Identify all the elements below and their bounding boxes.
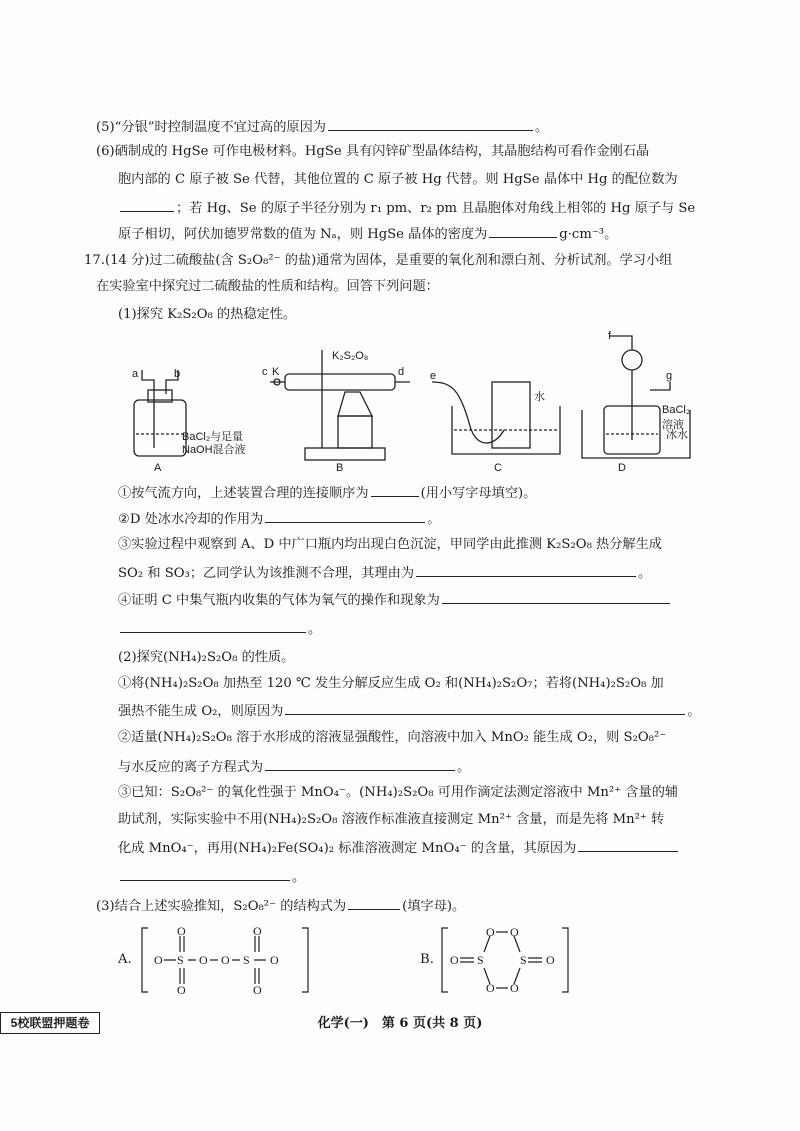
label-k2s2o8: K₂S₂O₈: [332, 350, 369, 362]
lamp: [338, 416, 372, 448]
atom-o: O: [177, 983, 186, 996]
funnel-d: [622, 350, 642, 370]
structure-b: [440, 924, 570, 996]
burner-flame: [338, 392, 372, 416]
caption-d: D: [618, 462, 626, 474]
atom-o: O: [510, 981, 519, 995]
tube-b: [285, 374, 395, 390]
atom-o: O: [199, 953, 208, 967]
atom-o: O: [154, 953, 163, 967]
q16-part6-line2: 胞内部的 C 原子被 Se 代替，其他位置的 C 原子被 Hg 代替。则 HgSe 晶体中 Hg 的配位数为: [118, 172, 678, 187]
q17-part2-q1-line1: ①将(NH₄)₂S₂O₈ 加热至 120 ℃ 发生分解反应生成 O₂ 和(NH₄)₂S₂O₇；若将(NH₄)₂S₂O₈ 加: [118, 676, 664, 691]
q17-part2-q3-line2: 助试剂，实际实验中不用(NH₄)₂S₂O₈ 溶液作标准液直接测定 Mn²⁺ 含量，而是先将 Mn²⁺ 转: [118, 812, 665, 827]
answer-blank[interactable]: [348, 895, 400, 910]
atom-s: S: [477, 953, 484, 967]
q16-part5: (5)“分银”时控制温度不宜过高的原因为 。: [96, 116, 548, 138]
bracket-left: [442, 928, 448, 992]
q17-part2-q2-line1: ②适量(NH₄)₂S₂O₈ 溶于水形成的溶液显强酸性，向溶液中加入 MnO₂ 能生成 O₂，则 S₂O₈²⁻: [118, 730, 667, 745]
bracket-right: [302, 928, 308, 992]
q17-part1-q4-line2: 。: [118, 618, 321, 640]
label-a: a: [132, 368, 139, 380]
q17-part2-title: (2)探究(NH₄)₂S₂O₈ 的性质。: [118, 650, 295, 665]
caption-b: B: [336, 462, 344, 474]
atom-o: O: [450, 953, 459, 967]
atom-o: O: [253, 983, 262, 996]
label-f: f: [608, 330, 612, 342]
q17-part1-q2: ②D 处冰水冷却的作用为 。: [118, 508, 440, 530]
label-d: d: [398, 366, 405, 378]
q17-part1-q3-line2: SO₂ 和 SO₃；乙同学认为该推测不合理，其理由为 。: [118, 562, 651, 584]
label-g: g: [666, 370, 673, 382]
label-bacl2-naoh-1: BaCl₂与足量: [182, 431, 244, 443]
atom-o: O: [221, 953, 230, 967]
funnel-stem: [610, 336, 632, 440]
atom-o: O: [486, 925, 495, 939]
tube-a-in: [142, 370, 154, 448]
q16-part6-line4: 原子相切，阿伏加德罗常数的值为 Nₐ，则 HgSe 晶体的密度为 g·cm⁻³。: [118, 223, 617, 245]
option-b-label: B.: [420, 952, 434, 967]
q17-part1-q3-line1: ③实验过程中观察到 A、D 中广口瓶内均出现白色沉淀，甲同学由此推测 K₂S₂O₈ 热分解生成: [118, 537, 662, 552]
answer-blank[interactable]: [328, 116, 533, 131]
answer-blank[interactable]: [120, 197, 174, 212]
option-a-label: A.: [118, 952, 132, 967]
bottle-a: [134, 400, 186, 456]
q17-part2-q1-line2: 强热不能生成 O₂，则原因为 。: [118, 700, 701, 722]
label-e: e: [430, 370, 437, 382]
atom-o: O: [177, 924, 186, 938]
label-water: 水: [534, 391, 545, 403]
caption-c: C: [494, 462, 502, 474]
label-bacl2-solution: BaCl₂溶液: [662, 404, 691, 431]
atom-o: O: [486, 981, 495, 995]
bracket-left: [142, 928, 148, 992]
delivery-tube-c: [432, 382, 504, 443]
answer-blank[interactable]: [120, 618, 306, 633]
footer-badge: 5校联盟押题卷: [0, 1012, 100, 1034]
atom-s: S: [520, 953, 527, 967]
caption-a: A: [154, 462, 162, 474]
label-bacl2-naoh-2: NaOH混合液: [182, 444, 246, 456]
atom-o: O: [510, 925, 519, 939]
label-b: b: [174, 368, 181, 380]
bracket-right: [562, 928, 568, 992]
ring-bonds: [484, 932, 520, 988]
answer-blank[interactable]: [442, 589, 670, 604]
label-k: K: [272, 366, 280, 378]
apparatus-svg: [110, 330, 700, 480]
page-number: 化学(一) 第 6 页(共 8 页): [317, 1016, 483, 1031]
atom-s: S: [177, 953, 184, 967]
q17-intro-line2: 在实验室中探究过二硫酸盐的性质和结构。回答下列问题：: [96, 279, 439, 294]
q17-part2-q3-line4: 。: [118, 866, 305, 888]
q17-part1-title: (1)探究 K₂S₂O₈ 的热稳定性。: [118, 307, 297, 322]
q16-part6-line3: ；若 Hg、Se 的原子半径分别为 r₁ pm、r₂ pm 且晶胞体对角线上相邻的 Hg 原子与 Se: [118, 197, 695, 219]
answer-blank[interactable]: [489, 223, 557, 238]
answer-blank[interactable]: [416, 562, 636, 577]
q17-intro-line1: 17.(14 分)过二硫酸盐(含 S₂O₈²⁻ 的盐)通常为固体，是重要的氧化剂和漂白剂、分析试剂。学习小组: [84, 253, 673, 268]
q17-part2-q3-line1: ③已知：S₂O₈²⁻ 的氧化性强于 MnO₄⁻。(NH₄)₂S₂O₈ 可用作滴定法测定溶液中 Mn²⁺ 含量的辅: [118, 785, 679, 800]
q16-part6-line1: (6)硒制成的 HgSe 可作电极材料。HgSe 具有闪锌矿型晶体结构，其晶胞结构可看作金刚石晶: [96, 144, 650, 159]
answer-blank[interactable]: [285, 700, 685, 715]
q17-part2-q3-line3: 化成 MnO₄⁻，再用(NH₄)₂Fe(SO₄)₂ 标准溶液测定 MnO₄⁻ 的含量，其原因为: [118, 837, 680, 859]
label-ice-water: 冰水: [666, 429, 688, 441]
atom-o: O: [270, 953, 279, 967]
structure-a: [140, 924, 310, 996]
answer-blank[interactable]: [371, 482, 419, 497]
atom-o: O: [253, 924, 262, 938]
apparatus-diagram: [110, 330, 700, 480]
stand-base: [305, 448, 385, 460]
q17-part1-q4-line1: ④证明 C 中集气瓶内收集的气体为氧气的操作和现象为: [118, 589, 672, 611]
answer-blank[interactable]: [265, 756, 455, 771]
label-c: c: [262, 366, 268, 378]
atom-o: O: [546, 953, 555, 967]
q17-part2-q2-line2: 与水反应的离子方程式为 。: [118, 756, 470, 778]
double-bonds: [460, 958, 542, 962]
q17-part3-question: (3)结合上述实验推知，S₂O₈²⁻ 的结构式为 (填字母)。: [96, 895, 465, 917]
answer-blank[interactable]: [265, 508, 425, 523]
atom-s: S: [243, 953, 250, 967]
answer-blank[interactable]: [578, 837, 678, 852]
q17-part1-q1: ①按气流方向，上述装置合理的连接顺序为 (用小写字母填空)。: [118, 482, 536, 504]
tube-g: [650, 382, 670, 390]
answer-blank[interactable]: [120, 866, 290, 881]
